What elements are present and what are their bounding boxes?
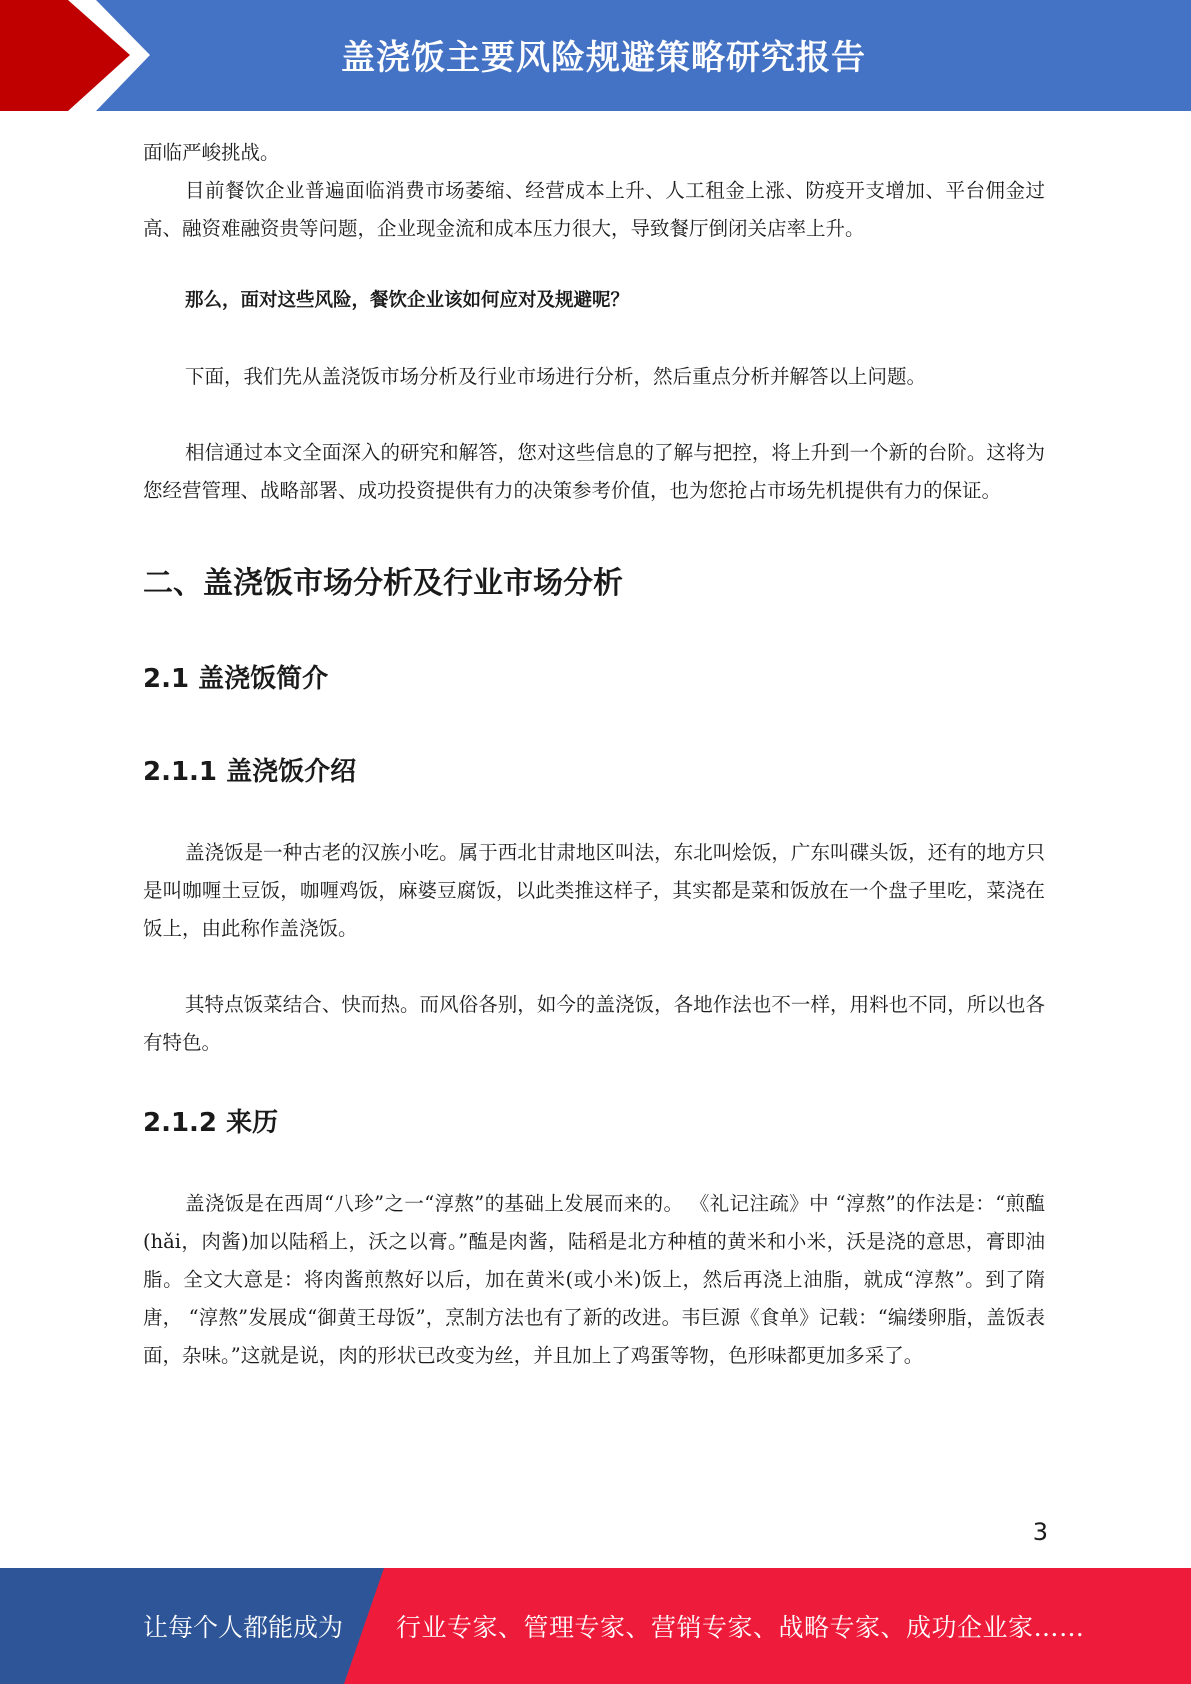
page-header: [0, 0, 1191, 111]
subsection-heading-2-1-2: 2.1.2 来历: [143, 1108, 279, 1138]
section-heading: 二、盖浇饭市场分析及行业市场分析: [143, 566, 623, 601]
footer-slogan-right: 行业专家、管理专家、营销专家、战略专家、成功企业家……: [396, 1613, 1085, 1642]
document-body: [143, 134, 1045, 1375]
subsection-heading-2-1: 2.1 盖浇饭简介: [143, 664, 329, 694]
page-number: 3: [1032, 1518, 1048, 1546]
paragraph-value: 相信通过本文全面深入的研究和解答，您对这些信息的了解与把控，将上升到一个新的台阶。这将为您经营管理、战略部署、成功投资提供有力的决策参考价值，也为您抢占市场先机提供有力的保证。: [143, 441, 1045, 502]
report-title: 盖浇饭主要风险规避策略研究报告: [341, 37, 866, 78]
paragraph-history: 盖浇饭是在西周“八珍”之一“淳熬”的基础上发展而来的。 《礼记注疏》中 “淳熬”的作法是：“煎醢(hǎi，肉酱)加以陆稻上，沃之以膏。”醢是肉酱，陆稻是北方种植的黄米和小米，沃是浇的意思，膏即油脂。全文大意是：将肉酱煎熬好以后，加在黄米(或小米)饭上，然后再浇上油脂，就成“淳熬”。到了隋唐， “淳熬”发展成“御黄王母饭”，烹制方法也有了新的改进。韦巨源《食单》记载：“编缕卵脂，盖饭表面，杂味。”这就是说，肉的形状已改变为丝，并且加上了鸡蛋等物，色形味都更加多采了。: [143, 1192, 1045, 1367]
paragraph-continuation: 面临严峻挑战。: [143, 141, 280, 164]
paragraph-industry-challenges: 目前餐饮企业普遍面临消费市场萎缩、经营成本上升、人工租金上涨、防疫开支增加、平台佣金过高、融资难融资贵等问题，企业现金流和成本压力很大，导致餐厅倒闭关店率上升。: [143, 179, 1045, 240]
subsection-heading-2-1-1: 2.1.1 盖浇饭介绍: [143, 757, 357, 787]
question-paragraph: 那么，面对这些风险，餐饮企业该如何应对及规避呢？: [185, 290, 630, 311]
paragraph-overview: 下面，我们先从盖浇饭市场分析及行业市场进行分析，然后重点分析并解答以上问题。: [185, 365, 927, 388]
paragraph-features: 其特点饭菜结合、快而热。而风俗各别，如今的盖浇饭，各地作法也不一样，用料也不同，所以也各有特色。: [143, 993, 1045, 1054]
footer-slogan-left: 让每个人都能成为: [143, 1613, 344, 1642]
paragraph-introduction: 盖浇饭是一种古老的汉族小吃。属于西北甘肃地区叫法，东北叫烩饭，广东叫碟头饭，还有的地方只是叫咖喱土豆饭，咖喱鸡饭，麻婆豆腐饭，以此类推这样子，其实都是菜和饭放在一个盘子里吃，菜浇在饭上，由此称作盖浇饭。: [143, 841, 1045, 940]
page-footer: [0, 1568, 1191, 1684]
